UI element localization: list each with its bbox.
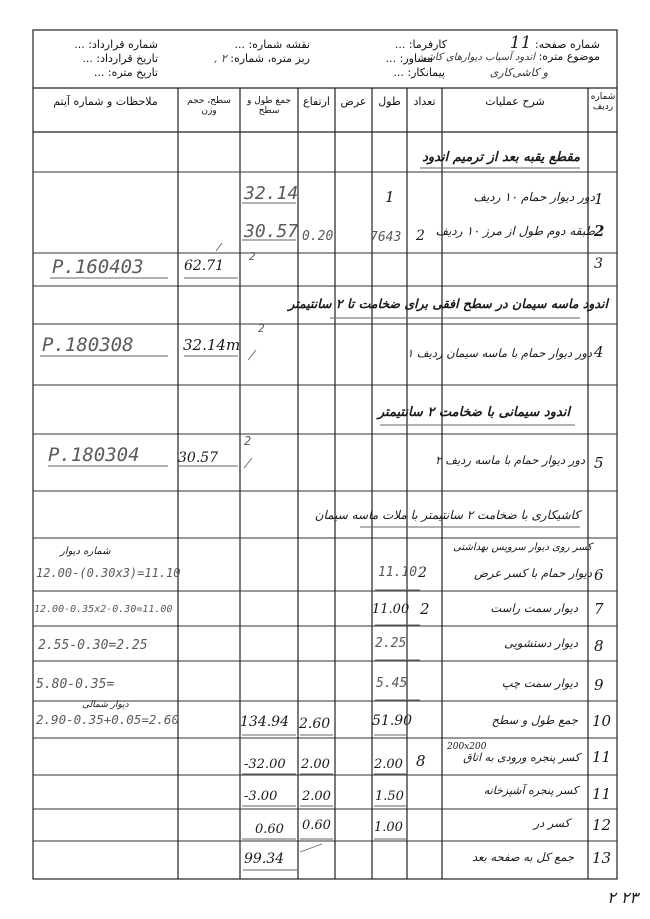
subject-label: موضوع متره: (538, 50, 600, 63)
row-note-top: دیوار شمالی (82, 700, 129, 710)
section-title-3: اندود سیمانی با ضخامت ۲ سانتیمتر (377, 405, 570, 420)
row-number: 13 (592, 849, 612, 867)
detail-number-field (214, 52, 310, 66)
col-row-number: شماره ردیف (590, 92, 616, 112)
row-count: 1 (385, 188, 395, 206)
section-title-2: اندود ماسه سیمان در سطح افقی برای ضخامت تا ۲ سانتیمتر (288, 296, 608, 311)
subject-value-line2: و کاشی‌کاری (489, 66, 548, 79)
page-mark: ۲۳ ۲ (607, 888, 638, 907)
row-height: 2.00 (302, 789, 331, 804)
row-description-top: 200x200 (447, 742, 487, 752)
row-length: 11.10 (378, 565, 418, 580)
col-sum-length-area: جمع طول و سطح (247, 96, 291, 116)
row-length: 2.25 (375, 636, 407, 651)
row-sum: -32.00 (244, 757, 286, 772)
row-number: 9 (594, 676, 604, 694)
row-number: 3 (594, 256, 603, 272)
row-number: 11 (592, 748, 612, 766)
row-height: 2.00 (301, 757, 330, 772)
col-description: شرح عملیات (485, 95, 545, 108)
row-description: دور دیوار حمام با ماسه سیمان ردیف ۱ (406, 346, 592, 360)
row-description: دور دیوار حمام با ماسه ردیف ۲ (435, 453, 585, 467)
row-area (183, 336, 240, 354)
row-description: دیوار سمت چپ (501, 676, 578, 690)
row-number: 6 (594, 566, 604, 584)
row-length: 1.50 (375, 789, 404, 804)
row-length: 5.45 (376, 676, 408, 691)
row-number: 8 (594, 637, 604, 655)
contract-number-field: شماره قرارداد: ... (74, 38, 158, 51)
row-sum-note: 2 (244, 434, 252, 448)
row-description: جمع طول و سطح (491, 713, 578, 727)
row-note: P.180308 (42, 334, 134, 356)
col-width: عرض (340, 95, 367, 108)
row-area: 62.71 (184, 258, 225, 274)
row-count: 8 (416, 752, 426, 770)
row-length: 11.00 (372, 602, 410, 617)
row-length: 2.00 (374, 757, 403, 772)
row-number: 12 (592, 816, 612, 834)
page-number-label: شماره صفحه: (534, 38, 600, 51)
row-area-unit: m (225, 336, 241, 354)
row-note: 12.00-(0.30x3)=11.10 (36, 566, 181, 580)
row-sum: 134.94 (240, 714, 289, 730)
row-length: 51.90 (372, 713, 413, 729)
row-sum: 32.14 (244, 183, 299, 204)
row-number: 5 (594, 454, 604, 472)
row-height: 2.60 (299, 716, 331, 732)
col-notes: ملاحظات و شماره آیتم (53, 95, 158, 108)
row-area-value: 32.14 (183, 336, 226, 354)
detail-number-label: ریز متره، شماره: (230, 52, 310, 65)
row-count: 2 (420, 600, 430, 618)
row-height: 0.20 (302, 229, 334, 244)
section-title-1: مقطع یقبه بعد از ترمیم اندود (422, 150, 580, 165)
row-note: P.160403 (52, 256, 144, 278)
row-number: 11 (592, 785, 612, 803)
row-description: کسر در (533, 816, 570, 830)
row-count: 2 (416, 228, 425, 244)
row-note: P.180304 (48, 444, 140, 466)
row-number: 4 (594, 343, 604, 361)
row-number: 10 (592, 712, 612, 730)
row-description: جمع کل به صفحه بعد (471, 850, 574, 864)
row-number: 7 (594, 600, 604, 618)
col-height: ارتفاع (303, 95, 330, 108)
contract-date-field: تاریخ قرارداد: ... (82, 52, 158, 65)
row-description: دور دیوار حمام ۱۰ ردیف (473, 190, 595, 204)
row-number: 1 (594, 190, 604, 208)
employer-field: کارفرما: ... (394, 38, 447, 51)
page-number-value: 11 (509, 33, 532, 53)
consultant-field: مشاور: ... (385, 52, 433, 65)
col-count: تعداد (413, 95, 436, 108)
subject-value-line1: اندود آسیاب دیوارهای کاشی (418, 52, 536, 63)
row-area: 30.57 (178, 450, 219, 466)
section-title-4: کاشیکاری با ضخامت ۲ سانتیمتر با ملات ماسه سیمان (314, 508, 580, 522)
row-description: کسر پنجره ورودی به اتاق (463, 751, 580, 764)
row-description-top: کسر روی دیوار سرویس بهداشتی (453, 542, 592, 553)
row-count: 2 (418, 565, 427, 581)
row-description: دیوار دستشویی (504, 636, 578, 650)
col-area-volume-weight: سطح، حجم وزن (187, 96, 231, 116)
row-sum: 0.60 (255, 822, 284, 837)
row-description: طبقه دوم طول از مرز ۱۰ ردیف (435, 224, 595, 238)
row-number: 2 (594, 222, 605, 240)
contractor-field: پیمانکار: ... (393, 66, 445, 79)
row-note-top: شماره دیوار (60, 546, 111, 557)
detail-number-value: ۲ , (213, 52, 227, 65)
row-description: دیوار حمام با کسر عرض (474, 566, 592, 580)
row-sum-note: 2 (258, 322, 265, 335)
row-length: 1.00 (374, 820, 403, 835)
row-note: 2.55-0.30=2.25 (38, 638, 148, 653)
row-note: 5.80-0.35= (36, 677, 115, 692)
row-sum: -3.00 (244, 789, 278, 804)
row-note: 12.00-0.35x2-0.30=11.00 (34, 604, 173, 615)
row-length: 7643 (370, 230, 402, 245)
row-description: کسر پنجره آشپزخانه (483, 784, 578, 797)
col-length: طول (378, 95, 401, 108)
row-note: 2.90-0.35+0.05=2.60 (36, 712, 179, 727)
row-sum-note: 2 (249, 250, 256, 263)
row-description: دیوار سمت راست (490, 601, 578, 615)
row-sum: 30.57 (244, 221, 299, 242)
subject-field (418, 50, 600, 65)
row-sum: 99.34 (244, 851, 285, 867)
map-number-field: نقشه شماره: ... (234, 38, 310, 51)
measure-date-field: تاریخ متره: ... (93, 66, 158, 79)
row-height: 0.60 (302, 818, 331, 833)
